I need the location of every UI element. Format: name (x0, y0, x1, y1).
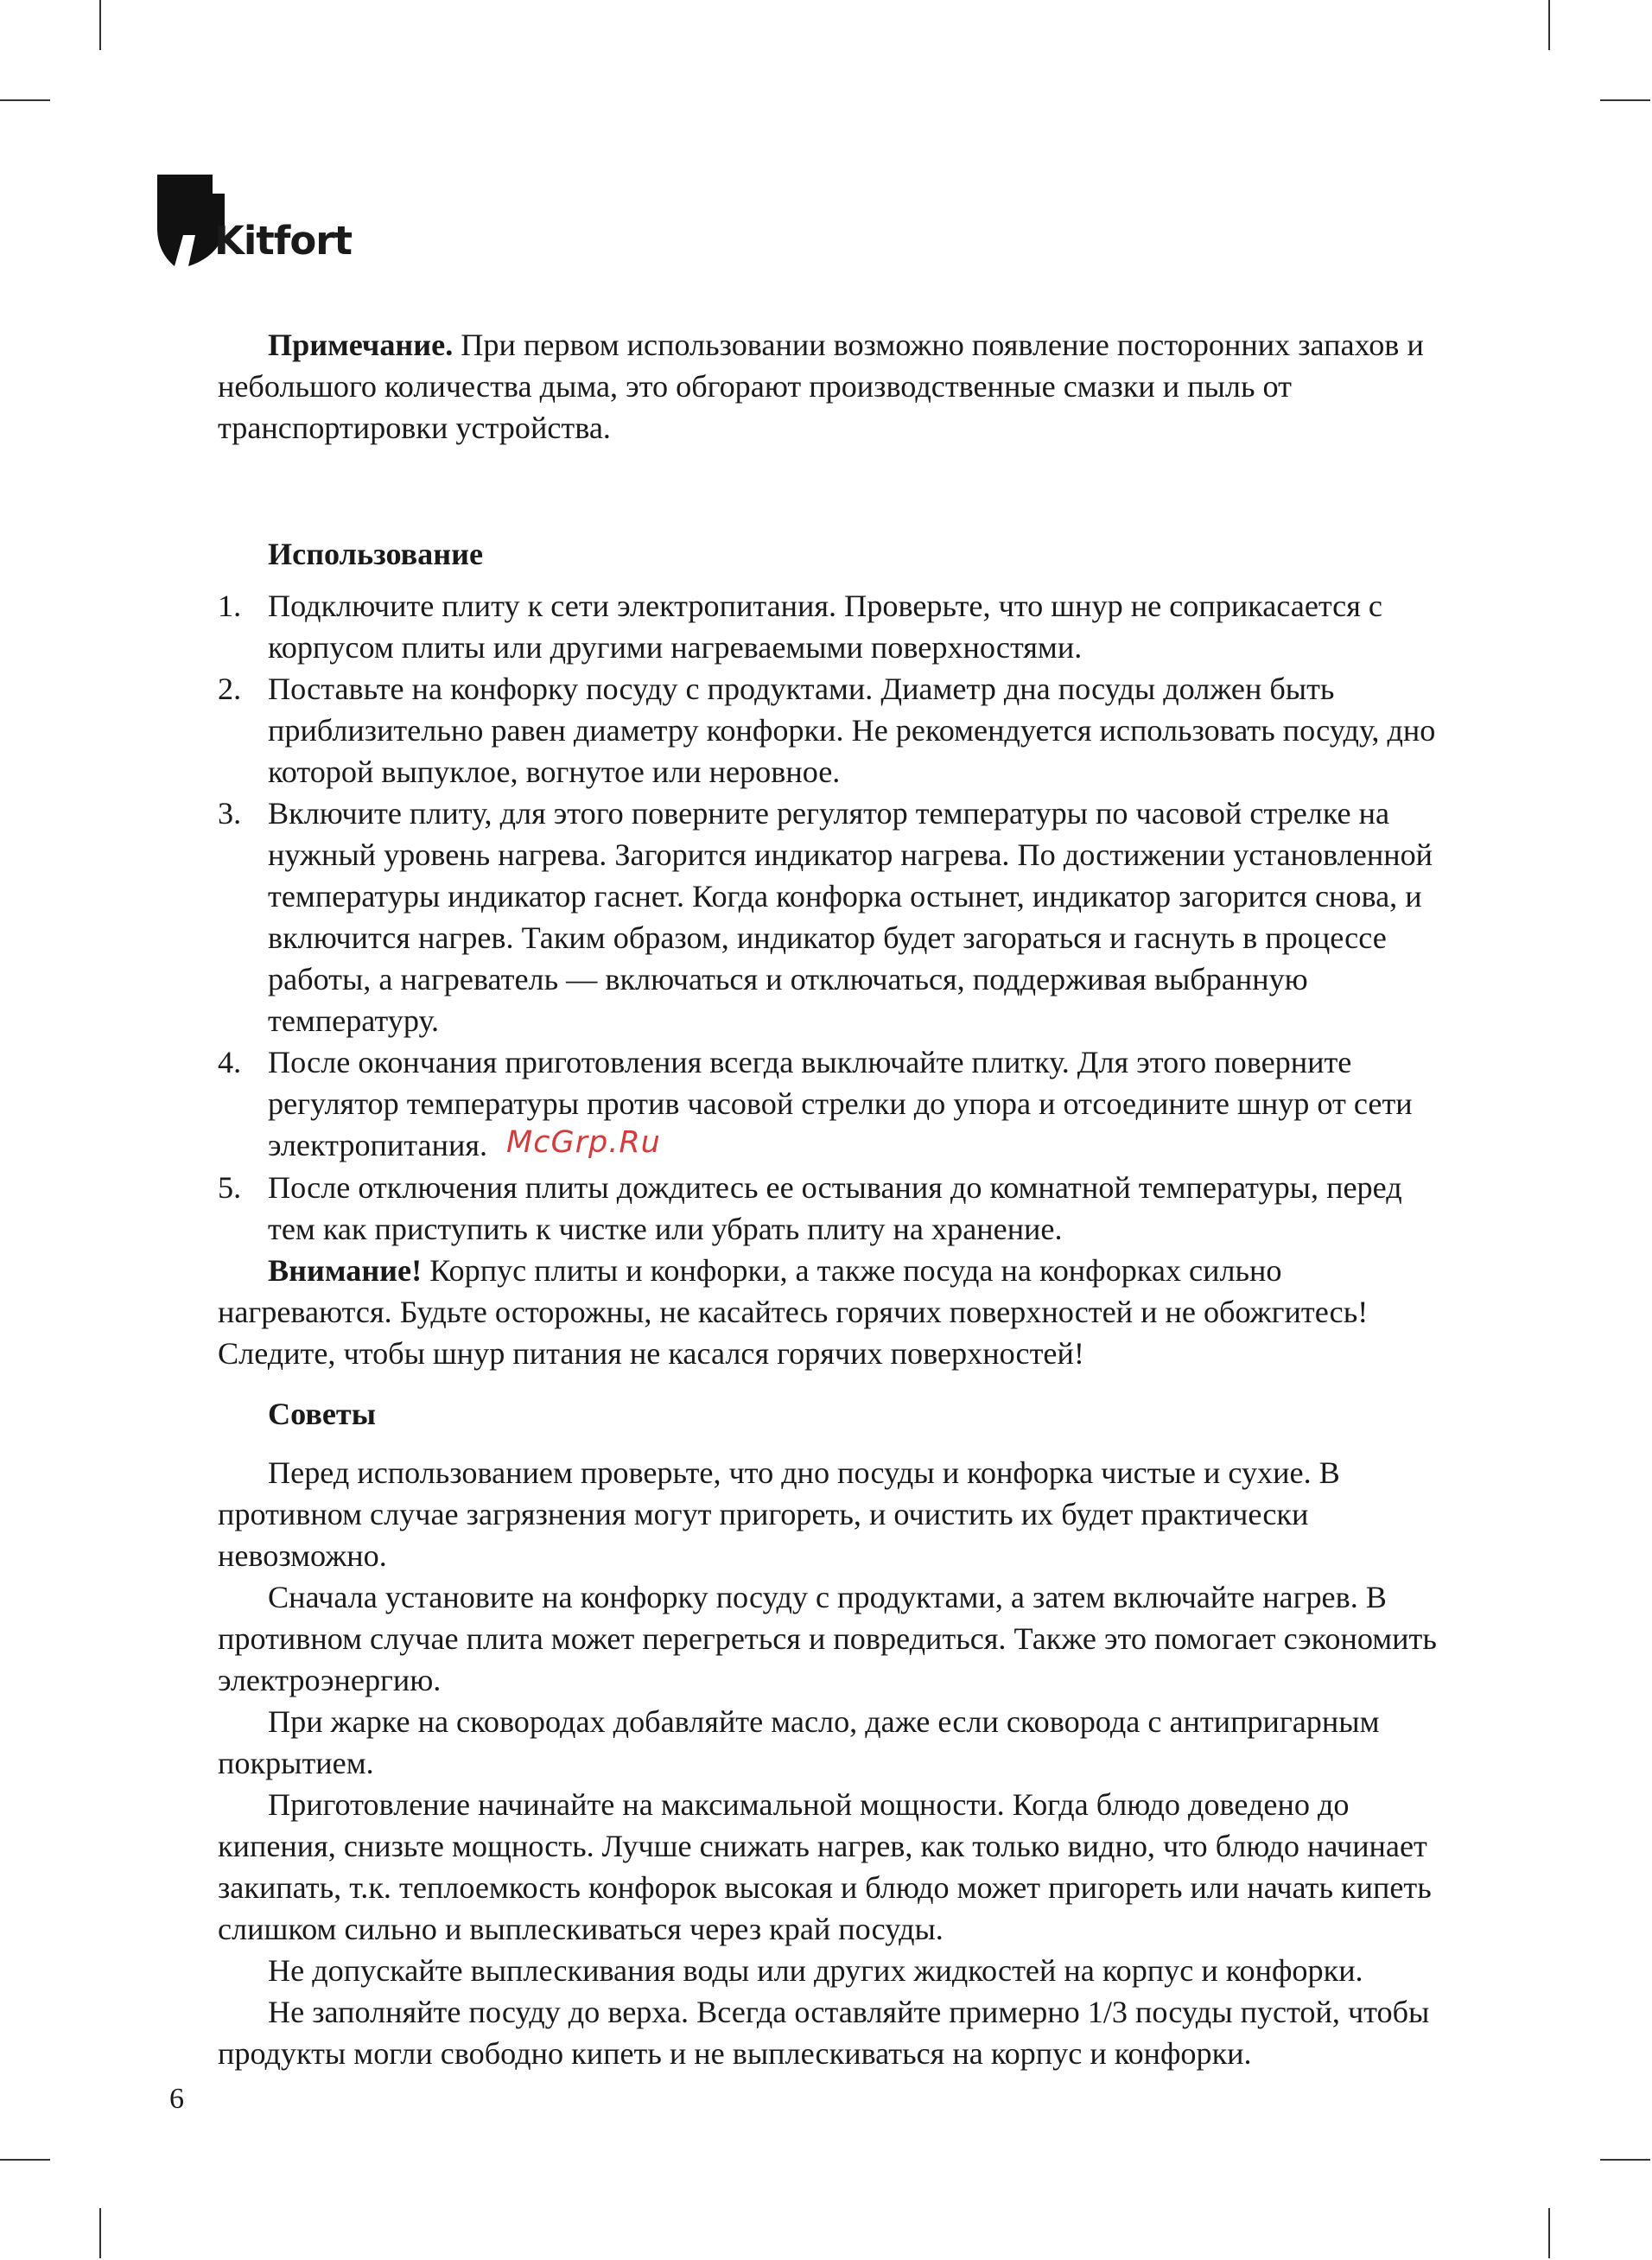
crop-mark (0, 2159, 50, 2161)
crop-mark (99, 0, 101, 50)
brand-name: Kitfort (214, 218, 353, 264)
page-number: 6 (169, 2083, 184, 2115)
list-item (218, 585, 1452, 668)
tips-heading: Советы (268, 1397, 376, 1431)
crop-mark (99, 2208, 101, 2258)
warning-text: Корпус плиты и конфорки, а также посуда на конфорках сильно нагреваются. Будьте осторожны, не касайтесь горячих поверхностей и не обожгитесь! Следите, чтобы шнур питания не касался горячих поверхностей! (218, 1253, 1369, 1371)
tips-paragraph: Не заполняйте посуду до верха. Всегда оставляйте примерно 1/3 посуды пустой, чтобы продукты могли свободно кипеть и не выплескиваться на корпус и конфорки. (218, 1995, 1430, 2071)
crop-mark (1600, 99, 1650, 101)
usage-steps (218, 585, 1452, 1250)
step-number: 1. (218, 589, 242, 623)
step-number: 5. (218, 1170, 242, 1205)
watermark-link[interactable]: McGrp.Ru (506, 1125, 661, 1160)
tips-paragraph: Приготовление начинайте на максимальной мощности. Когда блюдо доведено до кипения, снизьте мощность. Лучше снижать нагрев, как только видно, что блюдо начинает закипать, т.к. теплоемкость конфорок высокая и блюдо может пригореть или начать кипеть слишком сильно и выплескиваться через край посуды. (218, 1787, 1432, 1946)
step-number: 4. (218, 1045, 242, 1079)
crop-mark (0, 99, 50, 101)
crop-mark (1548, 2208, 1550, 2258)
list-item (218, 668, 1452, 793)
list-item (218, 793, 1452, 1041)
usage-heading: Использование (268, 537, 484, 571)
step-text: Поставьте на конфорку посуду с продуктами. Диаметр дна посуды должен быть приблизительно равен диаметру конфорки. Не рекомендуется использовать посуду, дно которой выпуклое, вогнутое или неровное. (268, 672, 1436, 789)
list-item (218, 1167, 1452, 1250)
step-text: После окончания приготовления всегда выключайте плитку. Для этого поверните регулятор температуры против часовой стрелки до упора и отсоедините шнур от сети электропитания. (268, 1045, 1413, 1162)
step-text: После отключения плиты дождитесь ее остывания до комнатной температуры, перед тем как приступить к чистке или убрать плиту на хранение. (268, 1170, 1402, 1246)
page-content (218, 324, 1452, 2074)
brand-logo (157, 175, 353, 270)
step-number: 3. (218, 796, 242, 831)
tips-paragraph: Не допускайте выплескивания воды или других жидкостей на корпус и конфорки. (268, 1953, 1363, 1988)
warning-label: Внимание! (268, 1253, 423, 1288)
crop-mark (1600, 2159, 1650, 2161)
note-paragraph (218, 324, 1452, 449)
tips-paragraph: При жарке на сковородах добавляйте масло, даже если сковорода с антипригарным покрытием. (218, 1704, 1380, 1780)
note-text: При первом использовании возможно появление посторонних запахов и небольшого количества дыма, это обгорают производственные смазки и пыль от транспортировки устройства. (218, 328, 1424, 445)
list-item (218, 1041, 1452, 1167)
step-number: 2. (218, 672, 242, 706)
crop-mark (1548, 0, 1550, 50)
note-label: Примечание. (268, 328, 454, 362)
step-text: Подключите плиту к сети электропитания. Проверьте, что шнур не соприкасается с корпусом плиты или другими нагреваемыми поверхностями. (268, 589, 1382, 665)
tips-paragraph: Сначала установите на конфорку посуду с продуктами, а затем включайте нагрев. В противном случае плита может перегреться и повредиться. Также это помогает сэкономить электроэнергию. (218, 1580, 1437, 1697)
warning-paragraph (218, 1250, 1452, 1374)
tips-paragraph: Перед использованием проверьте, что дно посуды и конфорка чистые и сухие. В противном случае загрязнения могут пригореть, и очистить их будет практически невозможно. (218, 1455, 1340, 1573)
step-text: Включите плиту, для этого поверните регулятор температуры по часовой стрелке на нужный уровень нагрева. Загорится индикатор нагрева. По достижении установленной температуры индикатор гаснет. Когда конфорка остынет, индикатор загорится снова, и включится нагрев. Таким образом, индикатор будет загораться и гаснуть в процессе работы, а нагреватель — включаться и отключаться, поддерживая выбранную температуру. (268, 796, 1433, 1038)
